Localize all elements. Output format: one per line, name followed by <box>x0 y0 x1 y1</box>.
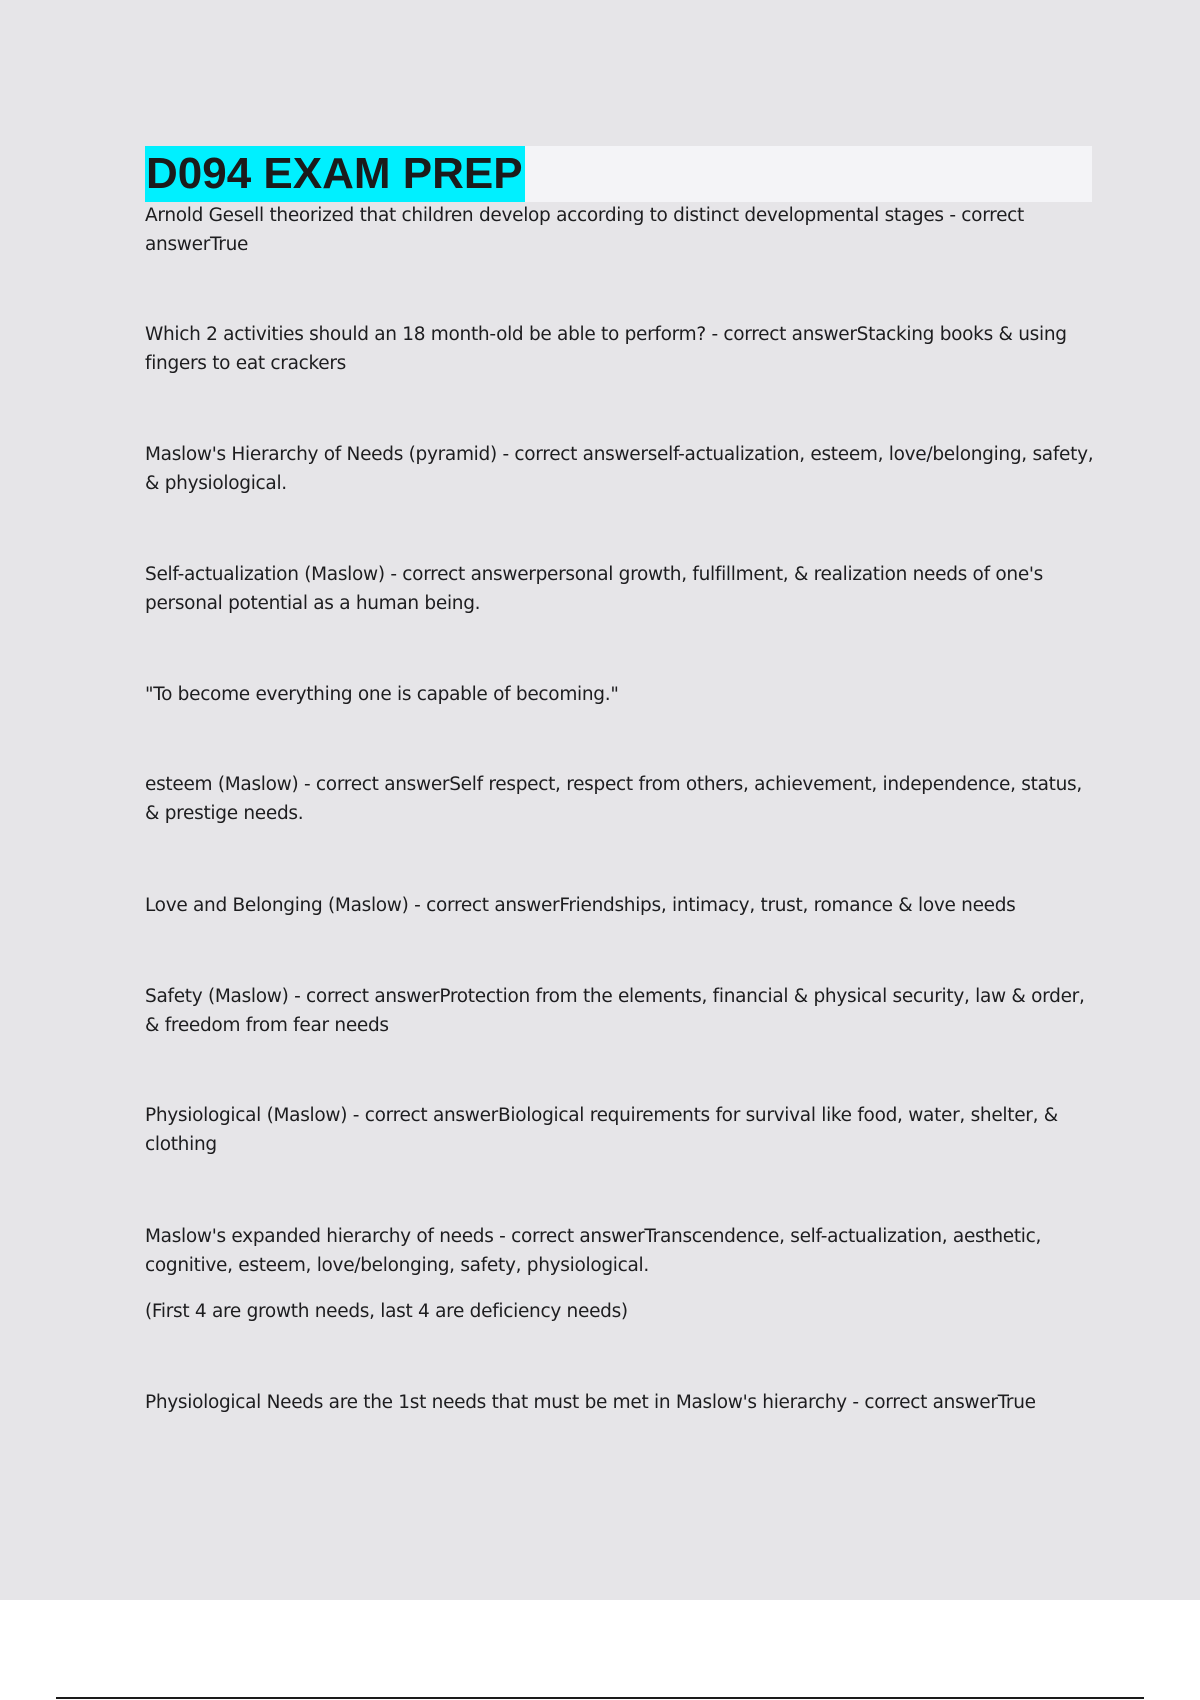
entry-self-actualization: Self-actualization (Maslow) - correct answerpersonal growth, fulfillment, & realization needs of one's personal potential as a human being. <box>145 564 1044 614</box>
entry-safety: Safety (Maslow) - correct answerProtection from the elements, financial & physical security, law & order, & freedom from fear needs <box>145 986 1085 1036</box>
entry-physiological: Physiological (Maslow) - correct answerBiological requirements for survival like food, water, shelter, & clothing <box>145 1105 1058 1155</box>
document-title: D094 EXAM PREP <box>145 146 525 202</box>
entry-love-belonging: Love and Belonging (Maslow) - correct answerFriendships, intimacy, trust, romance & love needs <box>145 895 1016 916</box>
footer-rule <box>56 1697 1144 1699</box>
entry-growth-deficiency-note: (First 4 are growth needs, last 4 are deficiency needs) <box>145 1301 628 1322</box>
entry-gesell: Arnold Gesell theorized that children develop according to distinct developmental stages - correct answerTrue <box>145 205 1024 255</box>
entry-18-month-activities: Which 2 activities should an 18 month-old be able to perform? - correct answerStacking books & using fingers to eat crackers <box>145 324 1067 374</box>
entry-esteem: esteem (Maslow) - correct answerSelf respect, respect from others, achievement, independence, status, & prestige needs. <box>145 774 1082 824</box>
entry-quote: "To become everything one is capable of becoming." <box>145 684 619 705</box>
entry-maslow-hierarchy: Maslow's Hierarchy of Needs (pyramid) - correct answerself-actualization, esteem, love/belonging, safety, & physiological. <box>145 444 1094 494</box>
entry-expanded-hierarchy: Maslow's expanded hierarchy of needs - correct answerTranscendence, self-actualization, aesthetic, cognitive, esteem, love/belonging, safety, physiological. <box>145 1226 1042 1276</box>
entry-physiological-first: Physiological Needs are the 1st needs that must be met in Maslow's hierarchy - correct answerTrue <box>145 1392 1036 1413</box>
